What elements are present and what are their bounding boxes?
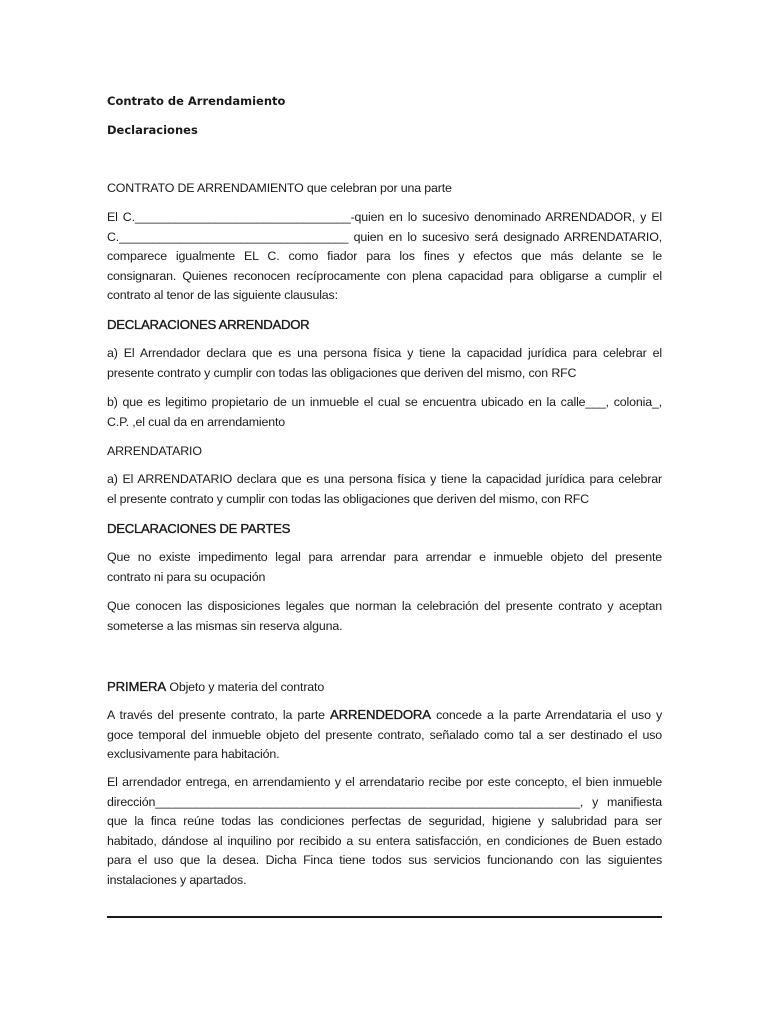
heading-declaraciones-arrendador: DECLARACIONES ARRENDADOR	[107, 317, 310, 332]
text-line: El arrendador entrega, en arrendamiento y el arrendatario recibe por este concepto, el bien inmueble	[107, 775, 662, 789]
text-line: Que no existe impedimento legal para arrendar para arrendar e inmueble objeto del presente	[107, 550, 662, 564]
entrega-paragraph	[107, 773, 662, 890]
text-line: habitado, dándose al inquilino por recibido a su entera satisfacción, en condiciones de Buen estado	[107, 833, 662, 848]
text-line: a) El Arrendador declara que es una persona física y tiene la capacidad jurídica para celebrar el	[107, 346, 662, 360]
text-line: que la finca reúne todas las condiciones perfectas de seguridad, higiene y salubridad para ser	[107, 814, 662, 828]
text-line: instalaciones y apartados.	[107, 872, 247, 887]
bottom-divider-line	[107, 916, 662, 918]
text-line: a) El ARRENDATARIO declara que es una persona física y tiene la capacidad jurídica para celebrar	[107, 472, 662, 486]
text-line: presente contrato y cumplir con todas las obligaciones que deriven del mismo, con RFC	[107, 365, 577, 380]
heading-declaraciones-partes: DECLARACIONES DE PARTES	[107, 521, 291, 536]
primera-title: Objeto y materia del contrato	[166, 680, 325, 694]
text-line: C.P. ,el cual da en arrendamiento	[107, 414, 286, 429]
arrendador-clause-b	[107, 393, 662, 432]
text-line: dirección_______________________________________________________________, y manifiesta	[107, 794, 662, 809]
text-line: contrato ni para su ocupación	[107, 569, 266, 584]
partes-clause-2	[107, 597, 662, 636]
parties-paragraph	[107, 208, 662, 306]
text-line: goce temporal del inmueble objeto del presente contrato, señalado como tal a ser destinado el uso	[107, 727, 662, 742]
text-line: exclusivamente para habitación.	[107, 747, 280, 761]
objeto-paragraph	[107, 705, 662, 765]
text-line: b) que es legitimo propietario de un inmueble el cual se encuentra ubicado en la calle___, colonia_,	[107, 395, 662, 409]
text-line: para el uso que la desea. Dicha Finca tiene todos sus servicios funcionando con las siguientes	[107, 853, 662, 867]
text-line: el presente contrato y cumplir con todas las obligaciones que deriven del mismo, con RFC	[107, 491, 589, 506]
text-line: C.__________________________________ quien en lo sucesivo será designado ARRENDATARIO,	[107, 229, 662, 244]
intro-paragraph: CONTRATO DE ARRENDAMIENTO que celebran por una parte	[107, 181, 452, 195]
text-line: consignaran. Quienes reconocen recíprocamente con plena capacidad para obligarse a cumplir el	[107, 268, 662, 283]
partes-clause-1	[107, 548, 662, 587]
text-line: contrato al tenor de las siguiente clausulas:	[107, 288, 338, 302]
document-subtitle: Declaraciones	[107, 123, 198, 137]
document-title: Contrato de Arrendamiento	[107, 94, 286, 108]
heading-arrendatario: ARRENDATARIO	[107, 444, 202, 458]
arrendatario-clause-a	[107, 470, 662, 509]
text-line	[107, 705, 662, 726]
text-line: comparece igualmente EL C. como fiador para los fines y efectos que más delante se le	[107, 249, 662, 263]
primera-clause-heading	[107, 677, 662, 698]
arrendador-clause-a	[107, 344, 662, 383]
text-line: Que conocen las disposiciones legales que norman la celebración del presente contrato y aceptan	[107, 599, 662, 613]
text-segment: A través del presente contrato, la parte	[107, 708, 331, 722]
text-segment: concede a la parte Arrendataria el uso y	[430, 708, 663, 722]
arrendedora-emphasis: ARRENDEDORA	[330, 707, 431, 722]
text-line: someterse a las mismas sin reserva alguna.	[107, 618, 343, 633]
primera-label: PRIMERA	[107, 679, 167, 694]
text-line: El C.________________________________-quien en lo sucesivo denominado ARRENDADOR, y El	[107, 210, 662, 224]
